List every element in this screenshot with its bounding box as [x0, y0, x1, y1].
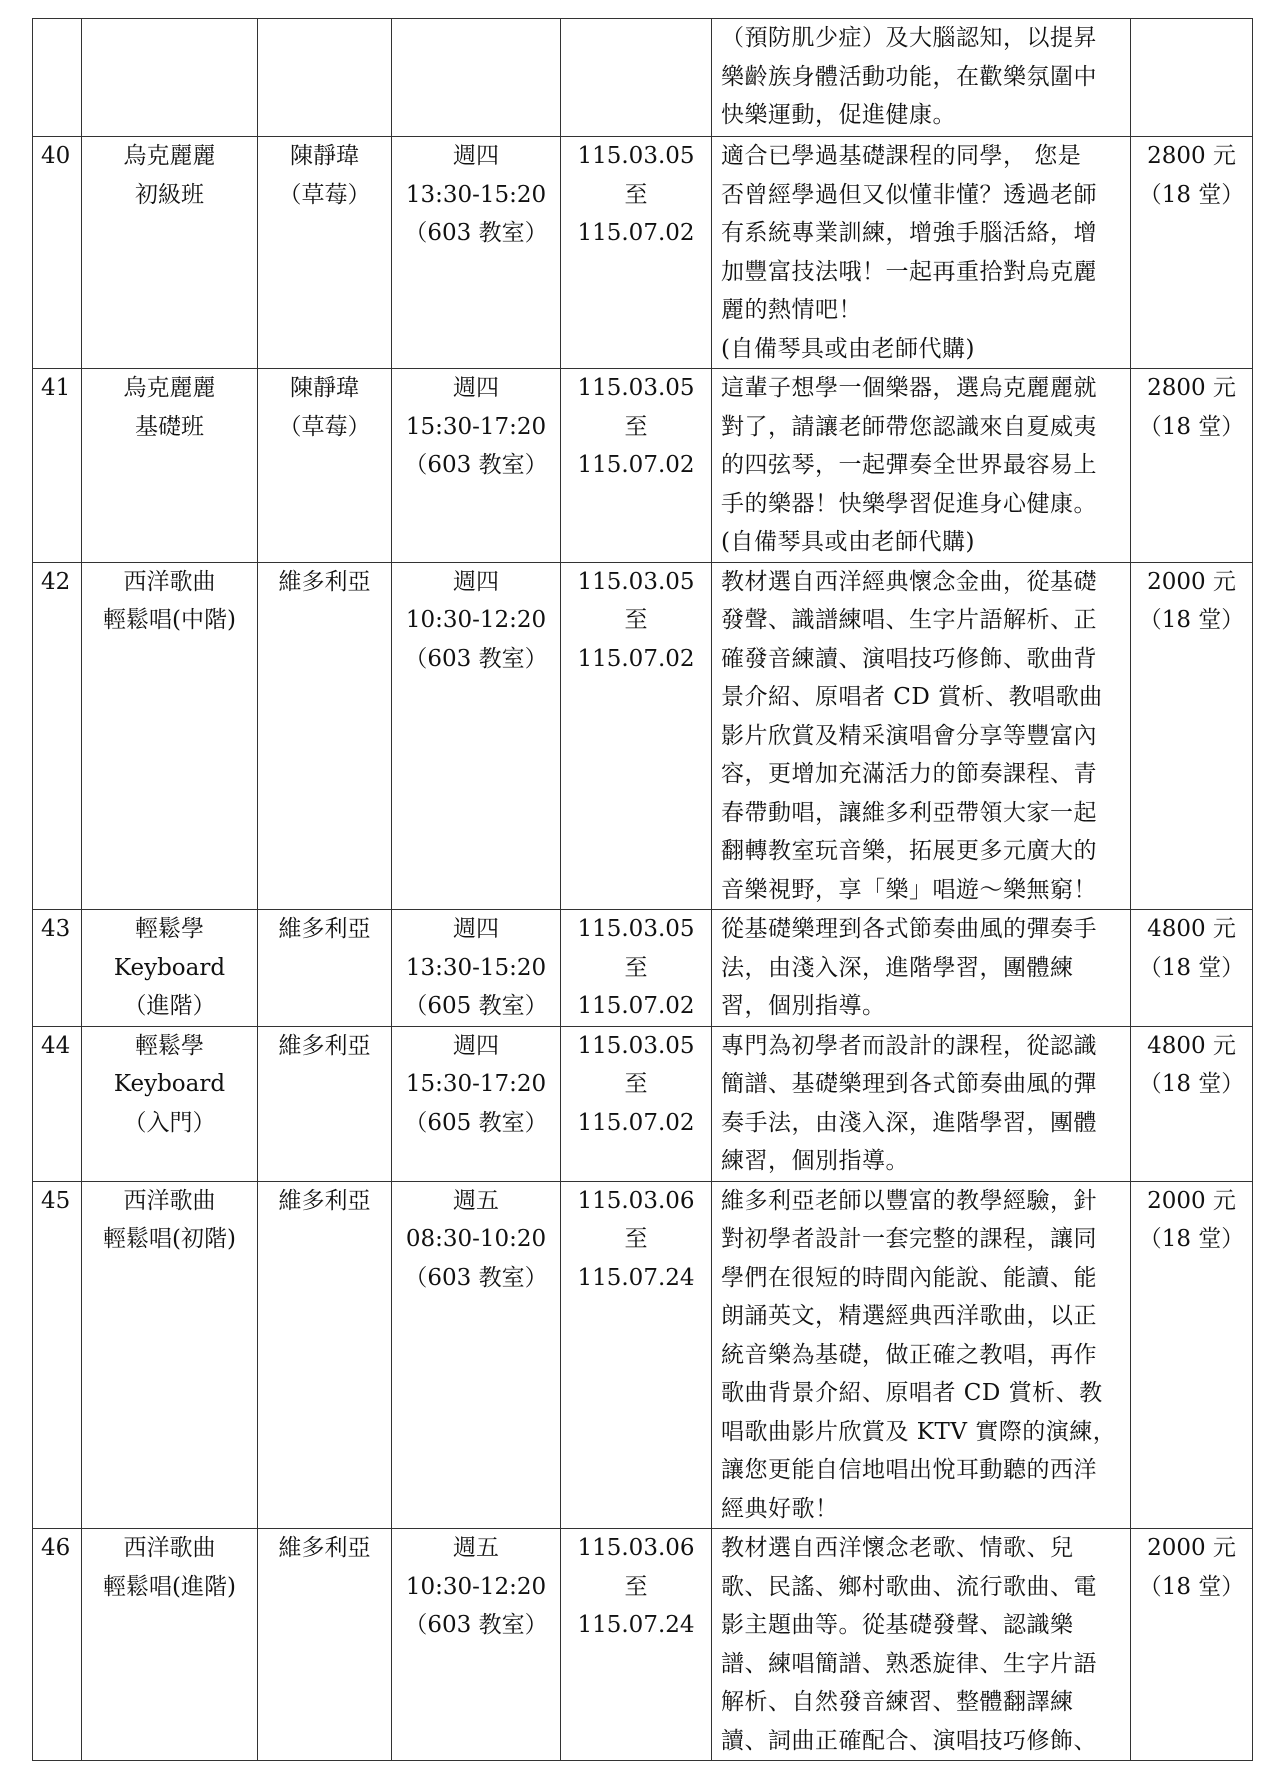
course-description-line: 習，個別指導。	[721, 993, 886, 1019]
course-name-cell	[82, 562, 258, 910]
teacher-name-line: 陳靜瑋	[290, 375, 359, 401]
teacher-name-cell	[258, 137, 392, 369]
course-description-line: 手的樂器！快樂學習促進身心健康。	[721, 490, 1097, 517]
class-time-line: 15:30-17:20	[405, 413, 547, 440]
course-description-line: 麗的熱情吧！	[721, 297, 862, 323]
class-time-line: （605 教室）	[404, 993, 548, 1019]
teacher-name-line: （草莓）	[278, 413, 371, 440]
course-description-line: 樂齡族身體活動功能，在歡樂氛圍中	[721, 63, 1097, 90]
course-description-line: 法，由淺入深，進階學習，團體練	[721, 954, 1074, 981]
class-time-line: 10:30-12:20	[405, 607, 547, 633]
course-description-line: 統音樂為基礎，做正確之教唱，再作	[721, 1341, 1097, 1368]
course-description-line: 音樂視野，享「樂」唱遊～樂無窮！	[721, 876, 1097, 903]
course-name-line: 輕鬆唱(進階)	[103, 1573, 236, 1600]
course-dates-line: 115.03.06	[577, 1187, 695, 1214]
course-description-line: 教材選自西洋經典懷念金曲，從基礎	[721, 568, 1097, 595]
table-row	[33, 19, 1253, 137]
course-description-line: 的四弦琴，一起彈奏全世界最容易上	[721, 452, 1097, 478]
class-time-line: （605 教室）	[404, 1109, 548, 1136]
course-description-cell	[712, 19, 1131, 137]
teacher-name-line: 維多利亞	[278, 1032, 371, 1059]
course-dates-line: 115.07.02	[577, 645, 695, 672]
class-time-cell	[392, 1026, 561, 1181]
course-description-line: 維多利亞老師以豐富的教學經驗，針	[721, 1187, 1097, 1214]
table-row	[33, 1181, 1253, 1529]
course-name-line: 輕鬆唱(中階)	[103, 607, 236, 633]
course-fee-line: （18 堂）	[1138, 181, 1245, 208]
course-number: 43	[41, 916, 71, 942]
course-description-line: 景介紹、原唱者 CD 賞析、教唱歌曲	[721, 684, 1103, 710]
class-time-line: 週五	[453, 1187, 499, 1214]
course-fee-line: （18 堂）	[1138, 1226, 1245, 1252]
course-fee-line: 2800 元	[1147, 375, 1236, 401]
course-dates-line: 115.03.05	[577, 375, 695, 401]
table-row	[33, 910, 1253, 1027]
course-description-line: 影主題曲等。從基礎發聲、認識樂	[721, 1612, 1074, 1638]
course-description-line: (自備琴具或由老師代購)	[721, 529, 975, 555]
course-description-cell	[712, 910, 1131, 1027]
course-description-line: 加豐富技法哦！一起再重拾對烏克麗	[721, 258, 1097, 285]
teacher-name-cell	[258, 562, 392, 910]
teacher-name-line: 維多利亞	[278, 1535, 371, 1561]
course-dates-line: 115.07.24	[577, 1264, 695, 1291]
course-dates-line: 115.07.02	[577, 220, 695, 246]
course-dates-line: 115.07.02	[577, 993, 695, 1019]
course-dates-cell	[561, 19, 712, 137]
course-description-line: （預防肌少症）及大腦認知，以提昇	[721, 25, 1097, 51]
course-description-line: 歌曲背景介紹、原唱者 CD 賞析、教	[721, 1380, 1103, 1406]
course-dates-line: 至	[624, 1226, 648, 1252]
course-dates-cell	[561, 562, 712, 910]
table-row	[33, 562, 1253, 910]
course-name-line: 輕鬆學	[135, 1032, 204, 1059]
course-number: 40	[41, 143, 71, 169]
teacher-name-cell	[258, 910, 392, 1027]
class-time-line: （603 教室）	[404, 645, 548, 672]
course-fee-line: 4800 元	[1147, 1032, 1236, 1059]
course-number-cell	[33, 369, 82, 563]
class-time-line: （603 教室）	[404, 220, 548, 246]
class-time-cell	[392, 910, 561, 1027]
course-fee-cell	[1131, 1529, 1253, 1761]
course-description-line: 容，更增加充滿活力的節奏課程、青	[721, 761, 1097, 787]
teacher-name-cell	[258, 1529, 392, 1761]
course-description-line: 翻轉教室玩音樂，拓展更多元廣大的	[721, 838, 1097, 864]
course-name-line: 基礎班	[135, 413, 204, 440]
course-fee-cell	[1131, 1026, 1253, 1181]
course-description-line: 影片欣賞及精采演唱會分享等豐富內	[721, 722, 1097, 749]
course-fee-line: 4800 元	[1147, 916, 1236, 942]
course-name-line: 輕鬆唱(初階)	[103, 1226, 236, 1252]
course-description-cell	[712, 1529, 1131, 1761]
class-time-line: （603 教室）	[404, 1264, 548, 1291]
course-name-cell	[82, 137, 258, 369]
teacher-name-cell	[258, 19, 392, 137]
course-fee-line: 2000 元	[1147, 1535, 1236, 1561]
course-description-line: 讀、詞曲正確配合、演唱技巧修飾、	[721, 1727, 1097, 1754]
course-number: 41	[41, 375, 71, 401]
course-fee-cell	[1131, 369, 1253, 563]
course-dates-cell	[561, 1181, 712, 1529]
course-name-line: Keyboard	[113, 1071, 226, 1097]
class-time-cell	[392, 1181, 561, 1529]
course-dates-line: 至	[624, 954, 648, 981]
course-dates-line: 115.07.24	[577, 1612, 695, 1638]
teacher-name-line: 維多利亞	[278, 568, 371, 595]
course-name-line: （入門）	[123, 1109, 216, 1136]
course-fee-line: （18 堂）	[1138, 413, 1245, 440]
course-dates-line: 至	[624, 1573, 648, 1600]
class-time-line: 週四	[453, 375, 499, 401]
table-row	[33, 369, 1253, 563]
course-description-line: 簡譜、基礎樂理到各式節奏曲風的彈	[721, 1071, 1097, 1097]
course-description-line: 讓您更能自信地唱出悅耳動聽的西洋	[721, 1457, 1097, 1483]
course-dates-line: 至	[624, 607, 648, 633]
course-description-cell	[712, 137, 1131, 369]
course-description-line: 朗誦英文，精選經典西洋歌曲，以正	[721, 1303, 1097, 1329]
course-name-cell	[82, 369, 258, 563]
course-description-line: 適合已學過基礎課程的同學， 您是	[721, 143, 1082, 169]
course-name-line: 輕鬆學	[135, 916, 204, 942]
class-time-line: 週五	[453, 1535, 499, 1561]
course-number-cell	[33, 1181, 82, 1529]
course-dates-line: 115.03.05	[577, 1032, 695, 1059]
course-table	[32, 18, 1253, 1761]
course-dates-line: 至	[624, 1071, 648, 1097]
course-fee-line: 2000 元	[1147, 568, 1236, 595]
course-dates-line: 115.07.02	[577, 452, 695, 478]
course-description-line: 快樂運動，促進健康。	[721, 102, 956, 128]
course-name-line: （進階）	[123, 993, 216, 1019]
document-page	[32, 18, 1252, 1761]
course-description-line: 教材選自西洋懷念老歌、情歌、兒	[721, 1535, 1074, 1561]
course-table-body	[33, 19, 1253, 1761]
class-time-line: 週四	[453, 916, 499, 942]
course-fee-cell	[1131, 910, 1253, 1027]
course-description-cell	[712, 1026, 1131, 1181]
teacher-name-cell	[258, 1026, 392, 1181]
course-number-cell	[33, 1026, 82, 1181]
course-dates-cell	[561, 137, 712, 369]
class-time-line: （603 教室）	[404, 1612, 548, 1638]
course-dates-line: 115.03.05	[577, 568, 695, 595]
course-fee-cell	[1131, 1181, 1253, 1529]
course-description-line: 對了，請讓老師帶您認識來自夏威夷	[721, 413, 1097, 440]
class-time-line: 週四	[453, 568, 499, 595]
course-description-cell	[712, 1181, 1131, 1529]
course-name-cell	[82, 1181, 258, 1529]
course-fee-line: （18 堂）	[1138, 954, 1245, 981]
course-description-line: 對初學者設計一套完整的課程，讓同	[721, 1226, 1097, 1252]
course-description-line: 唱歌曲影片欣賞及 KTV 實際的演練，	[721, 1418, 1117, 1445]
course-fee-cell	[1131, 137, 1253, 369]
course-dates-line: 115.07.02	[577, 1109, 695, 1136]
course-description-line: 否曾經學過但又似懂非懂？透過老師	[721, 181, 1097, 208]
class-time-cell	[392, 1529, 561, 1761]
course-description-line: 確發音練讀、演唱技巧修飾、歌曲背	[721, 645, 1097, 672]
course-fee-line: 2800 元	[1147, 143, 1236, 169]
course-dates-cell	[561, 1529, 712, 1761]
course-fee-cell	[1131, 19, 1253, 137]
course-dates-line: 至	[624, 413, 648, 440]
course-description-line: 專門為初學者而設計的課程，從認識	[721, 1032, 1097, 1059]
course-description-line: 練習，個別指導。	[721, 1148, 909, 1174]
course-description-line: 解析、自然發音練習、整體翻譯練	[721, 1689, 1074, 1715]
course-name-line: Keyboard	[113, 954, 226, 981]
course-dates-line: 115.03.05	[577, 916, 695, 942]
class-time-cell	[392, 137, 561, 369]
class-time-line: 週四	[453, 1032, 499, 1059]
course-number: 46	[41, 1535, 71, 1561]
course-description-line: 歌、民謠、鄉村歌曲、流行歌曲、電	[721, 1573, 1097, 1600]
course-number-cell	[33, 19, 82, 137]
course-fee-line: 2000 元	[1147, 1187, 1236, 1214]
course-fee-line: （18 堂）	[1138, 1573, 1245, 1600]
course-name-line: 西洋歌曲	[123, 568, 216, 595]
course-dates-line: 115.03.06	[577, 1535, 695, 1561]
course-number: 42	[41, 568, 71, 595]
course-description-line: 譜、練唱簡譜、熟悉旋律、生字片語	[721, 1650, 1097, 1677]
course-description-line: 這輩子想學一個樂器，選烏克麗麗就	[721, 375, 1097, 401]
class-time-line: 08:30-10:20	[405, 1226, 547, 1252]
course-dates-line: 至	[624, 181, 648, 208]
teacher-name-line: 維多利亞	[278, 916, 371, 942]
teacher-name-cell	[258, 1181, 392, 1529]
class-time-line: 15:30-17:20	[405, 1071, 547, 1097]
course-number-cell	[33, 562, 82, 910]
course-name-line: 西洋歌曲	[123, 1535, 216, 1561]
course-name-cell	[82, 19, 258, 137]
course-description-line: 發聲、識譜練唱、生字片語解析、正	[721, 607, 1097, 633]
class-time-line: 週四	[453, 143, 499, 169]
table-row	[33, 137, 1253, 369]
course-dates-cell	[561, 910, 712, 1027]
course-description-line: 有系統專業訓練，增強手腦活絡，增	[721, 220, 1097, 246]
teacher-name-line: （草莓）	[278, 181, 371, 208]
course-name-line: 烏克麗麗	[123, 143, 216, 169]
course-name-line: 西洋歌曲	[123, 1187, 216, 1214]
course-name-line: 烏克麗麗	[123, 375, 216, 401]
course-name-cell	[82, 910, 258, 1027]
course-description-line: (自備琴具或由老師代購)	[721, 335, 975, 362]
course-description-line: 春帶動唱，讓維多利亞帶領大家一起	[721, 799, 1097, 826]
class-time-line: （603 教室）	[404, 452, 548, 478]
class-time-cell	[392, 369, 561, 563]
course-name-cell	[82, 1026, 258, 1181]
course-number-cell	[33, 1529, 82, 1761]
course-number-cell	[33, 910, 82, 1027]
course-description-line: 從基礎樂理到各式節奏曲風的彈奏手	[721, 916, 1097, 942]
course-dates-cell	[561, 1026, 712, 1181]
class-time-line: 13:30-15:20	[405, 181, 547, 208]
course-number: 45	[41, 1187, 71, 1214]
course-number-cell	[33, 137, 82, 369]
table-row	[33, 1026, 1253, 1181]
course-dates-line: 115.03.05	[577, 143, 695, 169]
teacher-name-cell	[258, 369, 392, 563]
course-name-line: 初級班	[135, 181, 204, 208]
table-row	[33, 1529, 1253, 1761]
course-description-line: 經典好歌！	[721, 1495, 839, 1522]
course-description-cell	[712, 562, 1131, 910]
course-description-cell	[712, 369, 1131, 563]
teacher-name-line: 維多利亞	[278, 1187, 371, 1214]
course-fee-line: （18 堂）	[1138, 1071, 1245, 1097]
course-description-line: 學們在很短的時間內能說、能讀、能	[721, 1264, 1097, 1291]
class-time-cell	[392, 562, 561, 910]
course-number: 44	[41, 1032, 71, 1059]
course-description-line: 奏手法，由淺入深，進階學習，團體	[721, 1109, 1097, 1136]
course-fee-cell	[1131, 562, 1253, 910]
course-fee-line: （18 堂）	[1138, 607, 1245, 633]
class-time-line: 13:30-15:20	[405, 954, 547, 981]
course-dates-cell	[561, 369, 712, 563]
course-name-cell	[82, 1529, 258, 1761]
class-time-line: 10:30-12:20	[405, 1573, 547, 1600]
class-time-cell	[392, 19, 561, 137]
teacher-name-line: 陳靜瑋	[290, 143, 359, 169]
